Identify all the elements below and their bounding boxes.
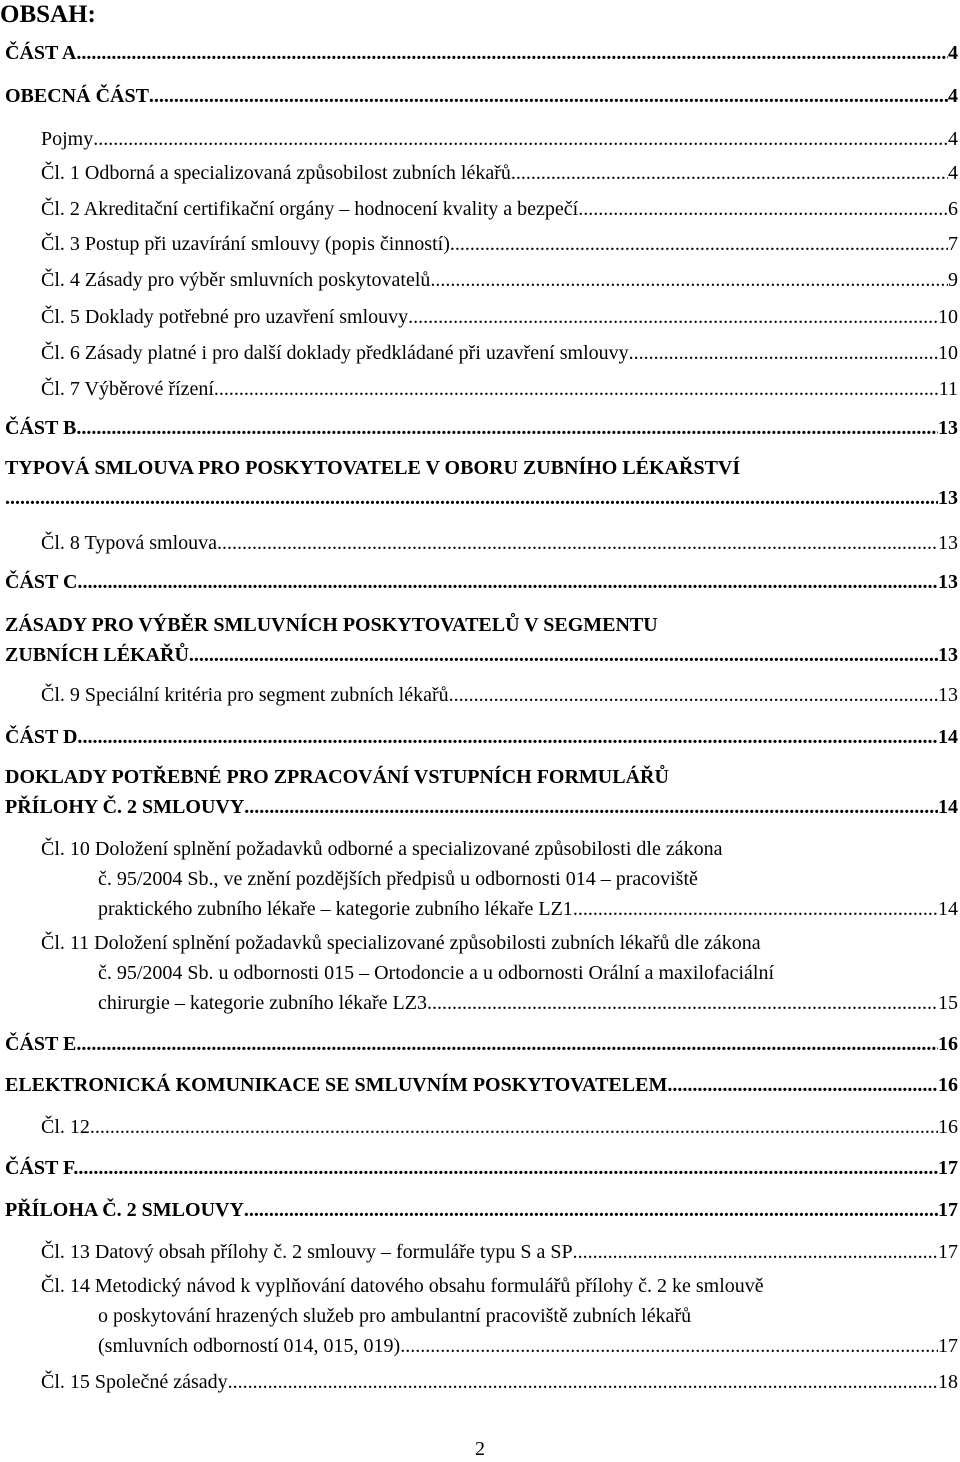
toc-entry-text-line2: č. 95/2004 Sb., ve znění pozdějších předpisů u odbornosti 014 – pracoviště bbox=[98, 868, 698, 890]
toc-entry-cast-b[interactable] bbox=[0, 413, 960, 443]
toc-entry-page: 15 bbox=[938, 992, 958, 1014]
toc-entry-page: 10 bbox=[938, 306, 958, 328]
toc-entry-cl-9[interactable] bbox=[0, 680, 960, 710]
toc-entry-cl-8[interactable] bbox=[0, 528, 960, 558]
toc-entry-text: PŘÍLOHA Č. 2 SMLOUVY bbox=[5, 1199, 244, 1221]
toc-entry-text: Čl. 4 Zásady pro výběr smluvních poskytovatelů bbox=[41, 269, 431, 291]
toc-entry-page: 16 bbox=[938, 1033, 958, 1055]
toc-entry-page: 17 bbox=[938, 1199, 958, 1221]
toc-entry-page: 13 bbox=[938, 644, 958, 666]
toc-entry-text: ZUBNÍCH LÉKAŘŮ bbox=[5, 644, 189, 666]
toc-entry-text-line1: TYPOVÁ SMLOUVA PRO POSKYTOVATELE V OBORU ZUBNÍHO LÉKAŘSTVÍ bbox=[5, 457, 741, 479]
toc-entry-cl-10[interactable] bbox=[0, 834, 960, 924]
toc-entry-page: 13 bbox=[938, 417, 958, 439]
toc-entry-cast-c[interactable] bbox=[0, 567, 960, 597]
toc-entry-text: ČÁST D. bbox=[5, 726, 83, 748]
toc-entry-text: ČÁST A. bbox=[5, 42, 82, 64]
toc-entry-page: 9 bbox=[948, 269, 958, 291]
toc-entry-cl-5[interactable] bbox=[0, 302, 960, 332]
page-number: 2 bbox=[475, 1438, 485, 1460]
toc-entry-cl-3[interactable] bbox=[0, 229, 960, 259]
toc-entry-text: ČÁST E. bbox=[5, 1033, 82, 1055]
toc-entry-page: 4 bbox=[948, 128, 958, 150]
toc-entry-text-line1: Čl. 10 Doložení splnění požadavků odborné a specializované způsobilosti dle zákona bbox=[41, 838, 723, 860]
toc-entry-cl-1[interactable] bbox=[0, 158, 960, 188]
toc-entry-text-line1: ZÁSADY PRO VÝBĚR SMLUVNÍCH POSKYTOVATELŮ V SEGMENTU bbox=[5, 614, 658, 636]
toc-entry-text: Čl. 13 Datový obsah přílohy č. 2 smlouvy – formuláře typu S a SP bbox=[41, 1241, 573, 1263]
toc-entry-cl-12[interactable] bbox=[0, 1112, 960, 1142]
toc-entry-text: ČÁST C. bbox=[5, 571, 83, 593]
toc-entry-text: Čl. 9 Speciální kritéria pro segment zubních lékařů bbox=[41, 684, 449, 706]
toc-entry-obecna-cast[interactable] bbox=[0, 81, 960, 111]
toc-entry-page: 13 bbox=[938, 487, 958, 509]
toc-entry-page: 16 bbox=[938, 1116, 958, 1138]
toc-entry-page: 4 bbox=[948, 85, 958, 107]
toc-entry-text: ČÁST B. bbox=[5, 417, 82, 439]
toc-entry-zasady-section[interactable] bbox=[0, 610, 960, 670]
toc-entry-text: Čl. 7 Výběrové řízení bbox=[41, 378, 214, 400]
toc-entry-page: 14 bbox=[938, 898, 958, 920]
toc-entry-cast-a[interactable] bbox=[0, 38, 960, 68]
toc-entry-cl-4[interactable] bbox=[0, 265, 960, 295]
toc-entry-text: OBECNÁ ČÁST bbox=[5, 85, 149, 107]
toc-entry-page: 4 bbox=[948, 42, 958, 64]
toc-entry-cl-15[interactable] bbox=[0, 1367, 960, 1397]
toc-entry-text-line2: o poskytování hrazených služeb pro ambulantní pracoviště zubních lékařů bbox=[98, 1305, 692, 1327]
toc-entry-text-line1: Čl. 14 Metodický návod k vyplňování datového obsahu formulářů přílohy č. 2 ke smlouvě bbox=[41, 1275, 764, 1297]
toc-entry-page: 18 bbox=[938, 1371, 958, 1393]
toc-entry-text: praktického zubního lékaře – kategorie zubního lékaře LZ1 bbox=[98, 898, 573, 920]
toc-entry-page: 10 bbox=[938, 342, 958, 364]
toc-entry-cl-13[interactable] bbox=[0, 1237, 960, 1267]
toc-entry-text: chirurgie – kategorie zubního lékaře LZ3 bbox=[98, 992, 427, 1014]
toc-entry-text: Čl. 12 bbox=[41, 1116, 90, 1138]
toc-entry-cl-2[interactable] bbox=[0, 194, 960, 224]
toc-entry-page: 14 bbox=[938, 796, 958, 818]
toc-entry-cast-f[interactable] bbox=[0, 1153, 960, 1183]
toc-entry-text-line2: č. 95/2004 Sb. u odbornosti 015 – Ortodoncie a u odbornosti Orální a maxilofaciální bbox=[98, 962, 774, 984]
toc-entry-priloha-2[interactable] bbox=[0, 1195, 960, 1225]
toc-entry-page: 16 bbox=[938, 1074, 958, 1096]
toc-entry-cl-6[interactable] bbox=[0, 338, 960, 368]
toc-entry-text: Čl. 3 Postup při uzavírání smlouvy (popis činností) bbox=[41, 233, 450, 255]
toc-entry-text-line1: Čl. 11 Doložení splnění požadavků specializované způsobilosti zubních lékařů dle zákona bbox=[41, 932, 761, 954]
toc-entry-text: ELEKTRONICKÁ KOMUNIKACE SE SMLUVNÍM POSKYTOVATELEM bbox=[5, 1074, 668, 1096]
toc-entry-cast-d[interactable] bbox=[0, 722, 960, 752]
toc-entry-page: 13 bbox=[938, 684, 958, 706]
toc-entry-text: ČÁST F. bbox=[5, 1157, 79, 1179]
toc-entry-text: Čl. 6 Zásady platné i pro další doklady předkládané při uzavření smlouvy bbox=[41, 342, 629, 364]
toc-entry-elektronicka-komunikace[interactable] bbox=[0, 1070, 960, 1100]
toc-entry-cl-14[interactable] bbox=[0, 1271, 960, 1361]
toc-entry-text: Čl. 2 Akreditační certifikační orgány – hodnocení kvality a bezpečí bbox=[41, 198, 579, 220]
toc-entry-page: 7 bbox=[948, 233, 958, 255]
toc-entry-text: Čl. 5 Doklady potřebné pro uzavření smlouvy bbox=[41, 306, 409, 328]
toc-entry-text: Čl. 15 Společné zásady bbox=[41, 1371, 228, 1393]
toc-entry-text: Pojmy bbox=[41, 128, 94, 150]
toc-entry-page: 13 bbox=[938, 532, 958, 554]
toc-entry-text: Čl. 1 Odborná a specializovaná způsobilost zubních lékařů bbox=[41, 162, 511, 184]
toc-entry-page: 6 bbox=[948, 198, 958, 220]
toc-entry-page: 17 bbox=[938, 1241, 958, 1263]
toc-entry-page: 14 bbox=[938, 726, 958, 748]
toc-entry-text-line1: DOKLADY POTŘEBNÉ PRO ZPRACOVÁNÍ VSTUPNÍCH FORMULÁŘŮ bbox=[5, 766, 669, 788]
toc-entry-typova-smlouva-section[interactable] bbox=[0, 453, 960, 513]
toc-entry-cl-7[interactable] bbox=[0, 374, 960, 404]
toc-entry-pojmy[interactable] bbox=[0, 124, 960, 154]
toc-entry-text: (smluvních odborností 014, 015, 019) bbox=[98, 1335, 401, 1357]
toc-entry-text: PŘÍLOHY Č. 2 SMLOUVY bbox=[5, 796, 245, 818]
toc-entry-cl-11[interactable] bbox=[0, 928, 960, 1018]
toc-entry-page: 17 bbox=[938, 1157, 958, 1179]
toc-entry-page: 4 bbox=[948, 162, 958, 184]
toc-entry-page: 11 bbox=[938, 378, 958, 400]
toc-entry-doklady-section[interactable] bbox=[0, 762, 960, 822]
toc-heading: OBSAH: bbox=[0, 1, 96, 28]
toc-entry-cast-e[interactable] bbox=[0, 1029, 960, 1059]
toc-entry-page: 17 bbox=[938, 1335, 958, 1357]
toc-entry-page: 13 bbox=[938, 571, 958, 593]
toc-entry-text: Čl. 8 Typová smlouva bbox=[41, 532, 218, 554]
